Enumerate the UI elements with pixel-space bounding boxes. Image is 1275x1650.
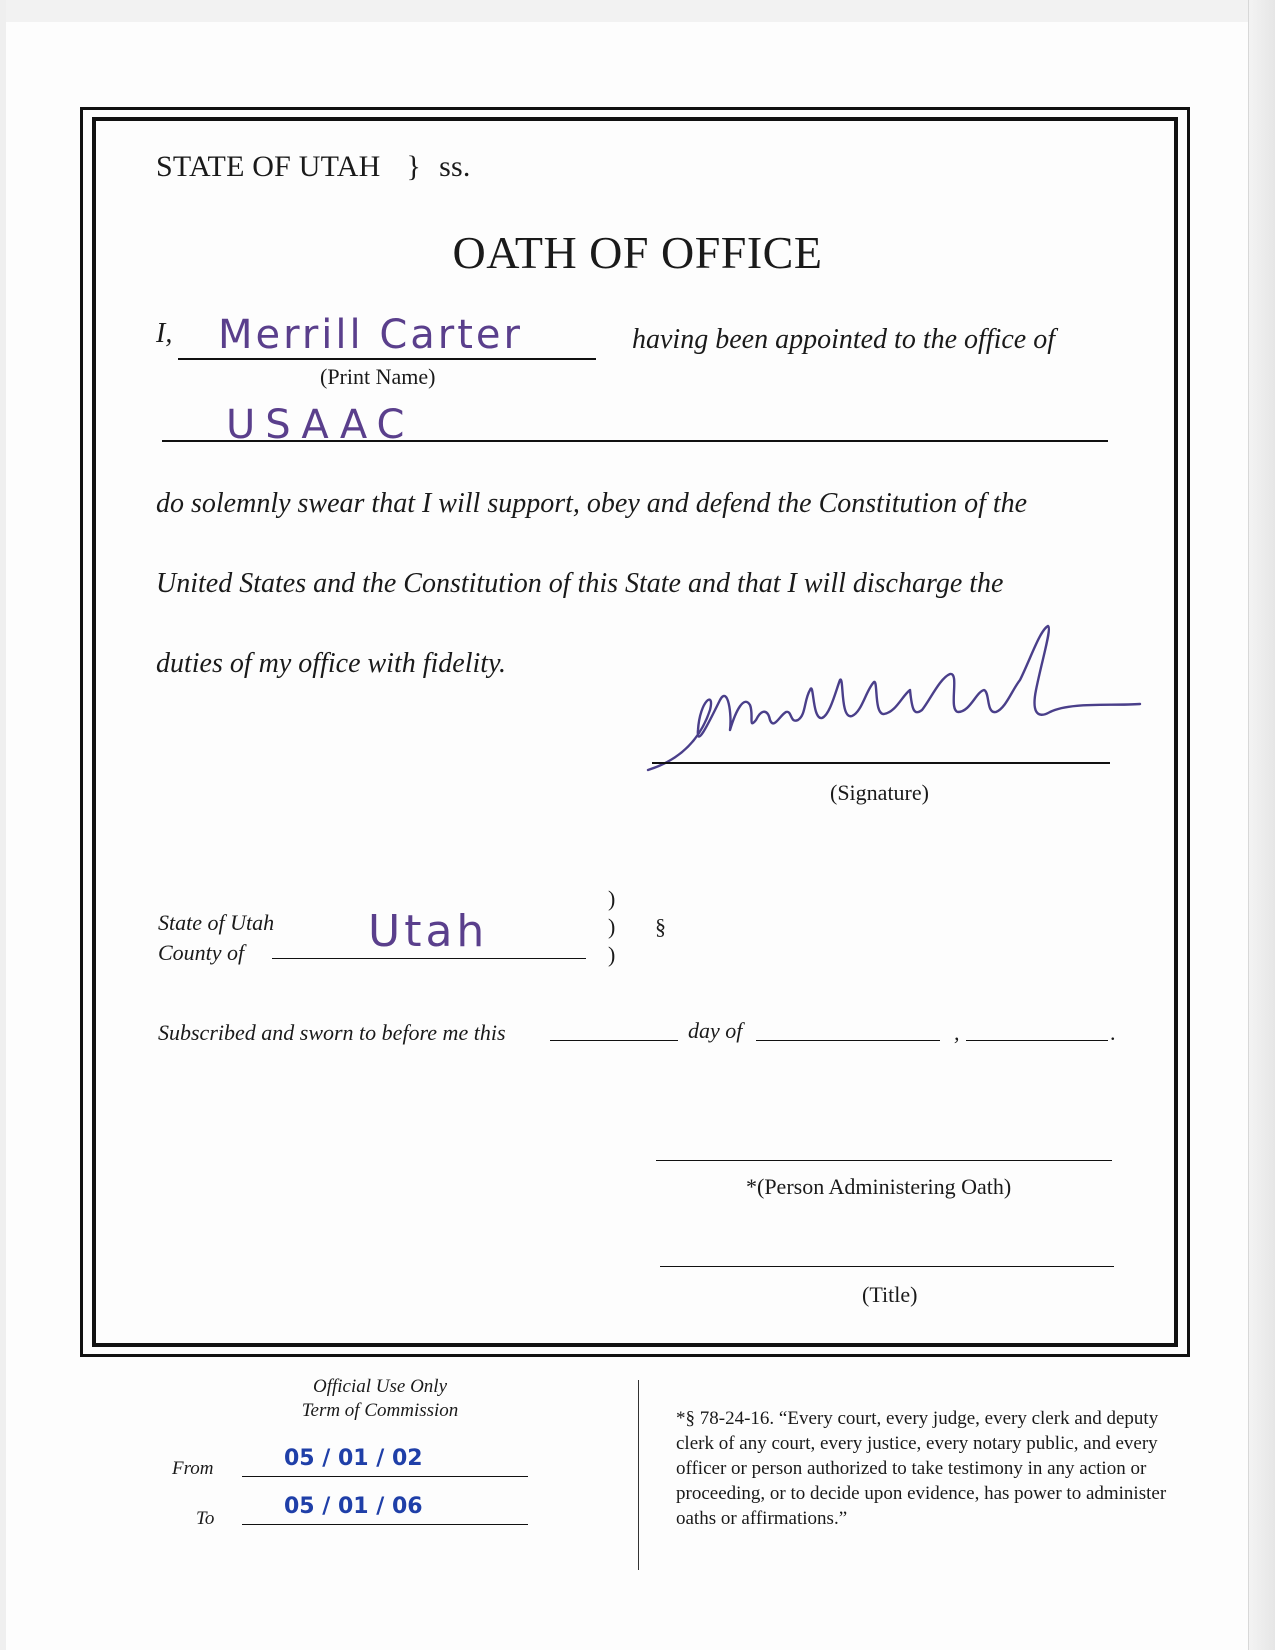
jurat-county-label: County of [158, 940, 245, 965]
from-label: From [172, 1458, 214, 1479]
administering-line [656, 1160, 1112, 1161]
year-line [966, 1040, 1108, 1041]
appointment-prefix: I, [156, 318, 173, 349]
jurat-state-label: State of Utah [158, 910, 275, 935]
signature-image [640, 620, 1160, 790]
oath-line-2: United States and the Constitution of this State and that I will discharge the [156, 568, 1004, 599]
date-comma: , [954, 1020, 960, 1045]
office-handwritten: USAAC [226, 402, 415, 448]
from-value-handwritten: 05 / 01 / 02 [284, 1446, 423, 1471]
venue-ss: ss. [439, 150, 471, 183]
title-line [660, 1266, 1114, 1267]
to-label: To [196, 1508, 215, 1529]
appointment-suffix: having been appointed to the office of [632, 324, 1056, 355]
month-line [756, 1040, 940, 1041]
print-name-handwritten: Merrill Carter [218, 312, 523, 358]
subscribed-text: Subscribed and sworn to before me this [158, 1020, 506, 1045]
statute-text: *§ 78-24-16. “Every court, every judge, every clerk and deputy clerk of any court, every justice, every notary public, and every officer or person authorized to take testimony in any action or proceeding, or to decide upon evidence, has power to administer oaths or affirmations.” [676, 1408, 1167, 1529]
venue-state: STATE OF UTAH [156, 150, 381, 183]
signature-line [652, 762, 1110, 764]
to-line [242, 1524, 528, 1525]
administering-caption: *(Person Administering Oath) [746, 1174, 1012, 1199]
document-title: OATH OF OFFICE [452, 227, 823, 278]
venue-brace: } [406, 150, 422, 183]
section-mark: § [655, 914, 666, 939]
from-line [242, 1476, 528, 1477]
jurat-paren-3: ) [608, 942, 616, 967]
oath-line-1: do solemnly swear that I will support, obey and defend the Constitution of the [156, 488, 1028, 519]
jurat-paren-2: ) [608, 914, 616, 939]
oath-line-3: duties of my office with fidelity. [156, 648, 506, 679]
scan-edge-top [0, 0, 1275, 22]
footer-divider [638, 1380, 639, 1570]
print-name-caption: (Print Name) [320, 364, 436, 389]
title-caption: (Title) [862, 1282, 918, 1307]
signature-caption: (Signature) [830, 780, 929, 805]
jurat-paren-1: ) [608, 886, 616, 911]
day-line [550, 1040, 678, 1041]
print-name-line [178, 358, 596, 360]
venue-heading [156, 150, 471, 184]
county-line [272, 958, 586, 959]
official-use-heading: Official Use Only [312, 1376, 448, 1397]
date-period: . [1110, 1020, 1116, 1045]
county-handwritten: Utah [368, 906, 489, 957]
to-value-handwritten: 05 / 01 / 06 [284, 1494, 423, 1519]
term-of-commission-heading: Term of Commission [301, 1400, 459, 1421]
day-of-text: day of [688, 1018, 743, 1043]
